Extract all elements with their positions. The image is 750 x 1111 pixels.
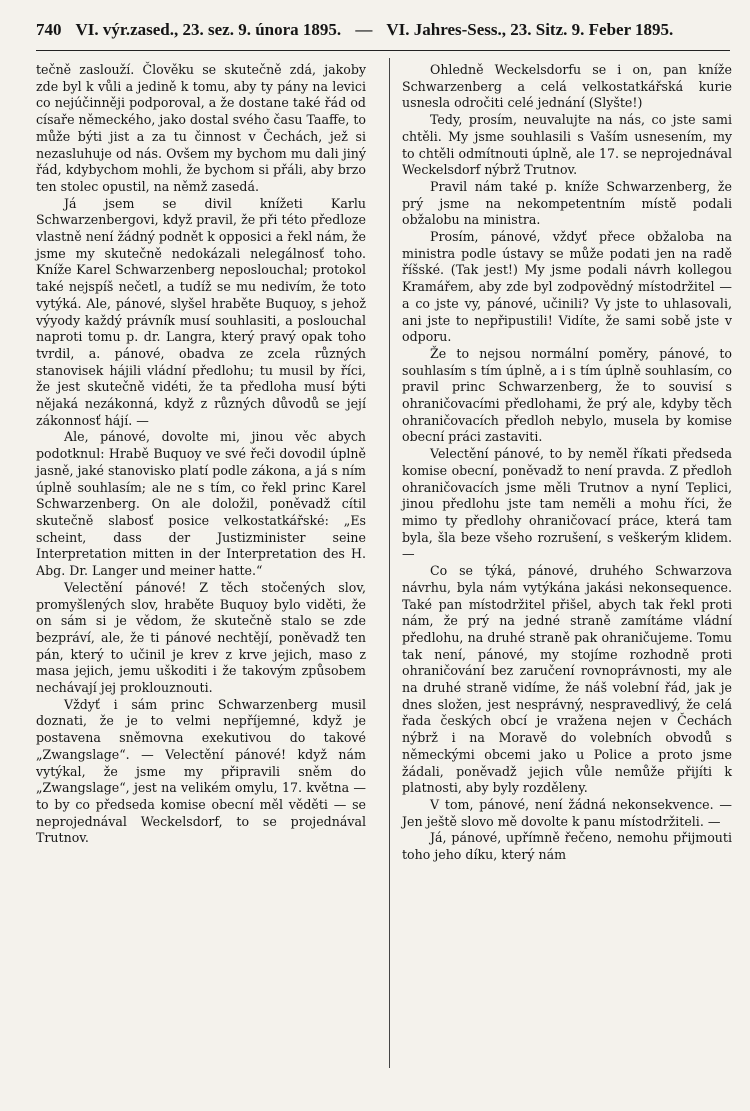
page-number: 740 <box>36 20 62 39</box>
paragraph: tečně zaslouží. Člověku se skutečně zdá, jakoby zde byl k vůli a jedině k tomu, aby ty pány na levici co nejúčinněji podporoval, a že dostane také řád od císaře německého, jako dostal svého času Taaffe, to může býti jist a za tu činnost v Čechách, jež si nezasluhuje od nás. Ovšem my bychom mu dali jiný řád, kdybychom mohli, že bychom si přáli, aby brzo ten stolec opustil, na němž zasedá. <box>36 62 367 194</box>
paragraph: Já jsem se divil knížeti Karlu Schwarzenbergovi, když pravil, že při této předloze vlastně není žádný podnět k opposici a řekl nám, že jsme my skutečně nedokázali nelegálnosť toho. Kníže Karel Schwarzenberg neposlouchal; protokol také nejspíš nečetl, a tudíž se mu nedivím, že toto vytýká. Ale, pánové, slyšel hraběte Buquoy, s jehož výyody každý právník musí souhlasiti, a poslouchal naproti tomu p. dr. Langra, který pravý opak toho tvrdil, a. pánové, obadva ze zcela různých stanovisek hájili vládní předlohu; tu musil by říci, že jest skutečně vidéti, že ta předloha musí býti nějaká nezákonná, když z různých důvodů se její zákonnosť hájí. — <box>36 195 367 428</box>
paragraph: V tom, pánové, není žádná nekonsekvence. — Jen ještě slovo mě dovolte k panu místodržiteli. — <box>402 796 732 829</box>
header-czech-title: VI. výr.zased., 23. sez. 9. února 1895. <box>75 20 342 39</box>
paragraph: Velectění pánové, to by neměl říkati předseda komise obecní, poněvadž to není pravda. Z předloh ohraničovacích jsme měli Trutnov a nyní Teplici, jinou předlohu jste tam neměli a mohu říci, že mimo ty předlohy ohraničovací práce, která tam byla, šla beze všeho rozrušení, s veškerým klidem. — <box>402 446 732 562</box>
header-german-title: VI. Jahres-Sess., 23. Sitz. 9. Feber 1895. <box>386 20 674 39</box>
paragraph: Já, pánové, upřímně řečeno, nemohu přijmouti toho jeho díku, který nám <box>402 830 732 863</box>
paragraph: Tedy, prosím, neuvalujte na nás, co jste sami chtěli. My jsme souhlasili s Vaším usnesením, my to chtěli odmítnouti úplně, ale 17. se neprojednával Weckelsdorf nýbrž Trutnov. <box>402 112 732 178</box>
paragraph: Pravil nám také p. kníže Schwarzenberg, že prý jsme na nekompetentním místě podali obžalobu na ministra. <box>402 178 732 228</box>
paragraph: Co se týká, pánové, druhého Schwarzova návrhu, byla nám vytýkána jakási nekonsequence. Také pan místodržitel přišel, abych tak řekl proti nám, že prý na jedné straně zamítáme vládní předlohu, na druhé straně pak ohraničujeme. Tomu tak není, pánové, my stojíme rozhodně proti ohraničování bez zaručení rovnoprávnosti, my ale na druhé straně vidíme, že náš volební řád, jak je dnes složen, jest nesprávný, nespravedlivý, že celá řada českých obcí je vražena nejen v Čechách nýbrž i na Moravě do volebních obvodů s německými obcemi jako u Police a proto jsme žádali, poněvadž jejich vůle nemůže přijíti k platnosti, aby byly rozděleny. <box>402 563 732 796</box>
paragraph: Prosím, pánové, vždyť přece obžaloba na ministra podle ústavy se může podati jen na radě říšské. (Tak jest!) My jsme podali návrh kollegou Kramářem, aby zde byl zodpovědný místodržitel — a co jste vy, pánové, učinili? Vy jste to uhlasovali, ani jste to nepřipustili! Vidíte, že sami sobě jste v odporu. <box>402 229 732 345</box>
right-column <box>402 62 732 864</box>
paragraph: Vždyť i sám princ Schwarzenberg musil doznati, že je to velmi nepříjemné, když je postavena sněmovna exekutivou do takové „Zwangslage“. — Velectění pánové! když nám vytýkal, že jsme my připravili sněm do „Zwangslage“, jest na velikém omylu, 17. května — to by co předseda komise obecní měl věděti — se neprojednával Weckelsdorf, to se projednával Trutnov. <box>36 696 366 846</box>
paragraph: Ohledně Weckelsdorfu se i on, pan kníže Schwarzenberg a celá velkostatkářská kurie usnesla odročiti celé jednání (Slyšte!) <box>402 62 732 111</box>
paragraph: Že to nejsou normální poměry, pánové, to souhlasím s tím úplně, a i s tím úplně souhlasím, co pravil princ Schwarzenberg, že to souvisí s ohraničovacími předlohami, že prý ale, kdyby těch ohraničovacích předloh nebylo, musela by komise obecní práci zastaviti. <box>402 345 732 445</box>
paragraph: Ale, pánové, dovolte mi, jinou věc abych podotknul: Hrabě Buquoy ve své řeči dovodil úplně jasně, jaké stanovisko platí podle zákona, a já s ním úplně souhlasím; ale ne s tím, co řekl princ Karel Schwarzenberg. On ale doložil, poněvadž cítil skutečně slabosť posice velkostatkářské: „Es scheint, dass der Justizminister seine Interpretation mitten in der Interpretation des H. Abg. Dr. Langer und meiner hatte.“ <box>36 429 366 579</box>
paragraph: Velectění pánové! Z těch stočených slov, promyšlených slov, hraběte Buquoy bylo viděti, že on sám si je vědom, že skutečně stalo se zde bezpráví, ale, že ti pánové nechtějí, poněvadž ten pán, který to učinil je krev z krve jejich, maso z masa jejich, jemu uškoditi i že takovým způsobem nechávají jej proklouznouti. <box>36 579 366 696</box>
page-header <box>36 20 726 46</box>
header-rule <box>36 50 730 51</box>
header-separator: — <box>355 20 373 39</box>
column-divider <box>389 58 390 1068</box>
left-column <box>36 62 366 847</box>
